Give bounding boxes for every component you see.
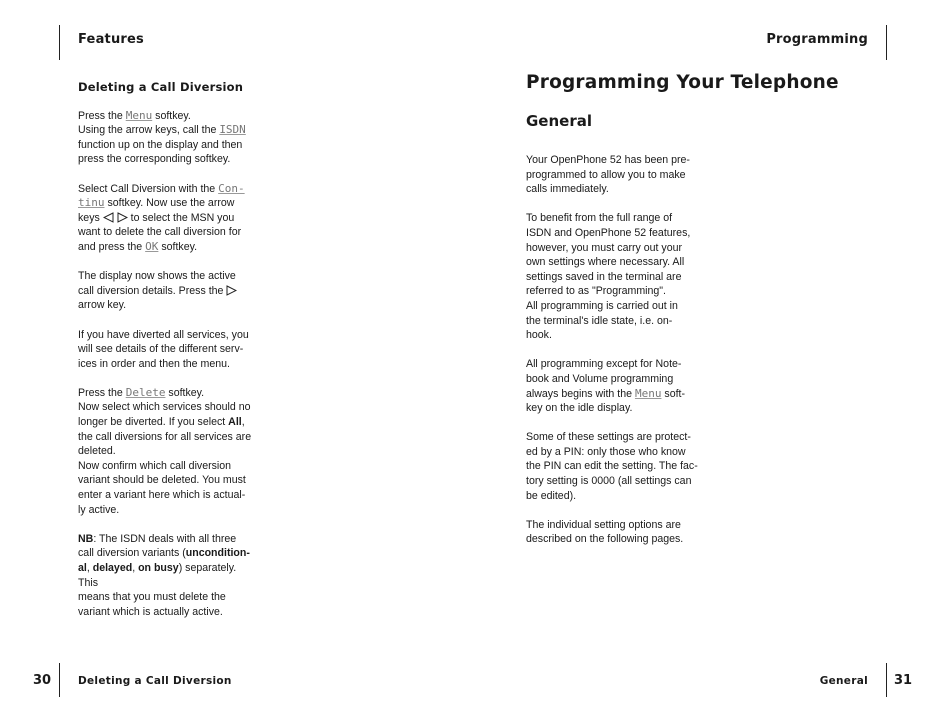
right-arrow-key-icon [117,212,128,223]
softkey-continu-part1: Con- [218,181,245,195]
right-header-rule [886,25,887,60]
softkey-isdn: ISDN [219,123,246,137]
paragraph-3: The display now shows the active call diversion details. Press the arrow key. [78,270,236,312]
paragraph-1: Press the Menu softkey. Using the arrow keys, call the ISDN function up on the display and then press the corresponding softkey. [78,108,246,166]
softkey-ok: OK [145,239,159,253]
page-subtitle: General [526,112,592,130]
right-footer-rule [886,663,887,697]
paragraph-2: Select Call Diversion with the Con- tinu softkey. Now use the arrow keys to select the MSN you want to delete the call diversion for and press the OK softkey. [78,181,245,253]
right-footer-title: General [819,675,868,687]
softkey-continu-part2: tinu [78,196,105,210]
paragraph-5: The individual setting options are described on the following pages. [526,518,684,546]
left-footer-rule [59,663,60,697]
softkey-menu: Menu [125,108,153,122]
paragraph-4: Some of these settings are protect- ed by a PIN: only those who know the PIN can edit the setting. The fac- tory setting is 0000 (all settings can be edited). [526,431,698,502]
left-footer-title: Deleting a Call Diversion [78,675,232,687]
right-running-header: Programming [766,32,868,47]
left-arrow-key-icon [103,212,114,223]
paragraph-1: Your OpenPhone 52 has been pre- programmed to allow you to make calls immediately. [526,154,690,196]
right-arrow-key-icon [226,285,237,296]
section-title: Deleting a Call Diversion [78,80,244,94]
right-page-number: 31 [894,673,913,688]
left-running-header: Features [78,32,144,47]
paragraph-2: To benefit from the full range of ISDN and OpenPhone 52 features, however, you must carry out your own settings where necessary. All settings saved in the terminal are referred to as "Programming". All programming is carried out in the terminal's idle state, i.e. on- hook. [526,212,691,342]
paragraph-4: If you have diverted all services, you will see details of the different serv- ices in order and then the menu. [78,328,249,370]
paragraph-6-note: NB: The ISDN deals with all three call diversion variants (uncondition- al, delayed, on busy) separately. This means that you must delete the variant which is actually active. [78,532,250,618]
page-title: Programming Your Telephone [526,72,839,93]
left-header-rule [59,25,60,60]
right-column [526,153,706,562]
softkey-menu: Menu [634,386,662,400]
left-page-number: 30 [33,673,52,688]
softkey-delete: Delete [125,385,166,399]
paragraph-5: Press the Delete softkey. Now select which services should no longer be diverted. If you select All, the call diversions for all services are deleted. Now confirm which call diversion variant should be deleted. You must enter a variant here which is actual- ly active. [78,385,252,516]
left-column [78,80,253,634]
paragraph-3: All programming except for Note- book and Volume programming always begins with the Menu soft- key on the idle display. [526,358,685,415]
